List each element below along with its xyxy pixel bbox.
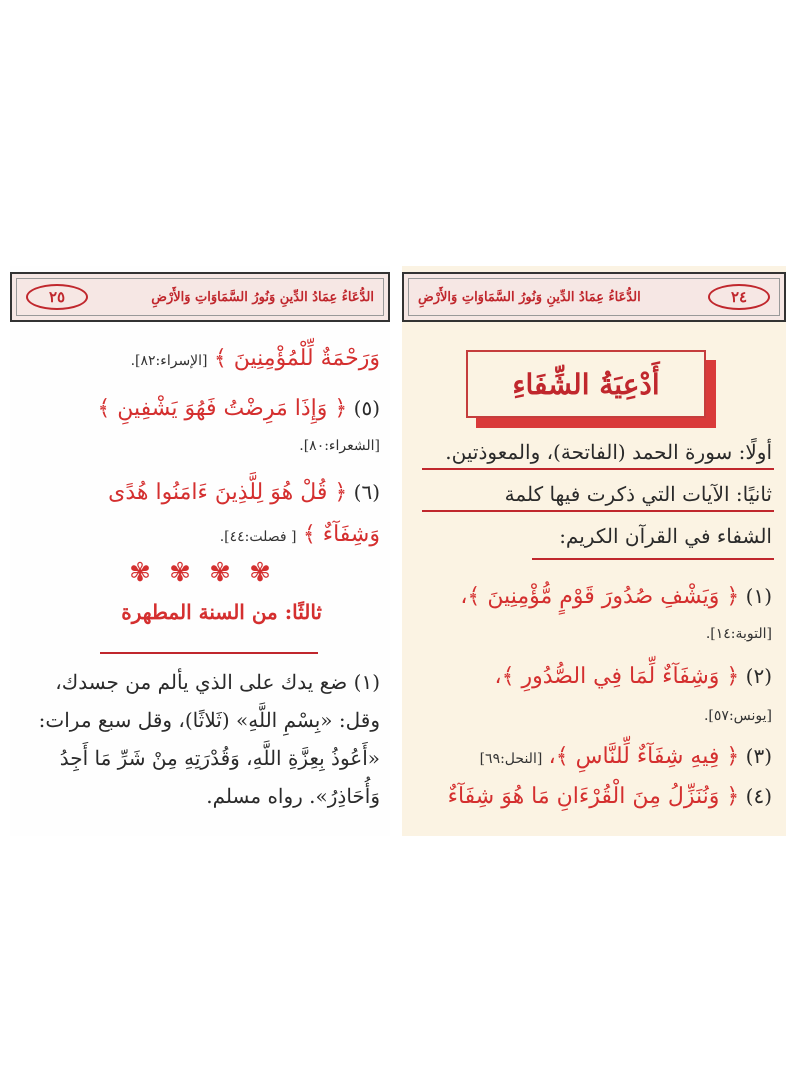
hadith-line: «أَعُوذُ بِعِزَّةِ اللَّهِ، وَقُدْرَتِهِ مِنْ شَرِّ مَا أَجِدُ [59, 746, 380, 770]
page-header [402, 272, 786, 322]
page-number: ٢٤ [708, 284, 770, 310]
floral-ornament-icon: ✾ ✾ ✾ ✾ [129, 558, 271, 588]
item-number: (٤) [745, 784, 772, 808]
verse-reference: [ فصلت:٤٤]. [219, 529, 297, 545]
item-number: (٦) [353, 480, 380, 504]
verse-text: ﴿ وَإِذَا مَرِضْتُ فَهُوَ يَشْفِينِ ﴾ [97, 396, 348, 421]
text-underline [422, 510, 774, 512]
verse-reference: [التوبة:١٤]. [705, 626, 772, 642]
page-header [10, 272, 390, 322]
text-line [495, 664, 772, 689]
text-line [131, 346, 380, 371]
item-number: (٥) [353, 396, 380, 420]
item-number: (١) [745, 584, 772, 608]
text-line [448, 784, 772, 809]
text-line: أولًا: سورة الحمد (الفاتحة)، والمعوذتين. [445, 440, 772, 464]
text-line [460, 584, 772, 609]
verse-text: ﴿ وَيَشْفِ صُدُورَ قَوْمٍ مُّؤْمِنِينَ ﴾، [460, 584, 740, 609]
text-line [97, 396, 380, 421]
item-number: (٢) [745, 664, 772, 688]
verse-text: ﴿ وَشِفَآءٌ لِّمَا فِي الصُّدُورِ ﴾، [494, 664, 740, 689]
verse-reference: [الشعراء:٨٠]. [299, 438, 380, 454]
left-page [10, 266, 390, 836]
header-title: الدُّعَاءُ عِمَادُ الدِّينِ وَنُورُ السَّمَاوَاتِ وَالأَرْضِ [418, 289, 641, 305]
hadith-line: (١) ضع يدك على الذي يألم من جسدك، [55, 670, 380, 694]
page-number: ٢٥ [26, 284, 88, 310]
text-underline [422, 468, 774, 470]
section-title-box [466, 350, 706, 418]
page-title: أَدْعِيَةُ الشِّفَاءِ [512, 367, 660, 401]
text-line: الشفاء في القرآن الكريم: [559, 524, 772, 548]
text-line: ثانيًا: الآيات التي ذكرت فيها كلمة [504, 482, 772, 506]
header-title: الدُّعَاءُ عِمَادُ الدِّينِ وَنُورُ السَّمَاوَاتِ وَالأَرْضِ [151, 289, 374, 305]
verse-text: وَشِفَآءٌ ﴾ [302, 522, 380, 547]
verse-text: ﴿ فِيهِ شِفَآءٌ لِّلنَّاسِ ﴾، [548, 744, 740, 769]
section-title: ثالثًا: من السنة المطهرة [121, 600, 322, 624]
verse-text: وَرَحْمَةٌ لِّلْمُؤْمِنِينَ ﴾ [213, 346, 380, 371]
hadith-line: وقل: «بِسْمِ اللَّهِ» (ثَلاثًا)، وقل سبع مرات: [38, 708, 380, 732]
item-number: (٣) [745, 744, 772, 768]
text-line [108, 480, 380, 505]
text-line [480, 744, 772, 769]
verse-reference: [النحل:٦٩] [479, 751, 543, 767]
text-line [220, 522, 380, 547]
verse-text: ﴿ قُلْ هُوَ لِلَّذِينَ ءَامَنُوا هُدًى [108, 480, 348, 505]
hadith-line: وَأُحَاذِرُ». رواه مسلم. [206, 784, 380, 808]
verse-reference: [يونس:٥٧]. [703, 708, 772, 724]
right-page [402, 266, 786, 836]
section-divider [100, 652, 318, 654]
verse-reference: [الإسراء:٨٢]. [130, 353, 208, 369]
verse-text: ﴿ وَنُنَزِّلُ مِنَ الْقُرْءَانِ مَا هُوَ شِفَآءٌ [447, 784, 740, 809]
text-underline [532, 558, 774, 560]
